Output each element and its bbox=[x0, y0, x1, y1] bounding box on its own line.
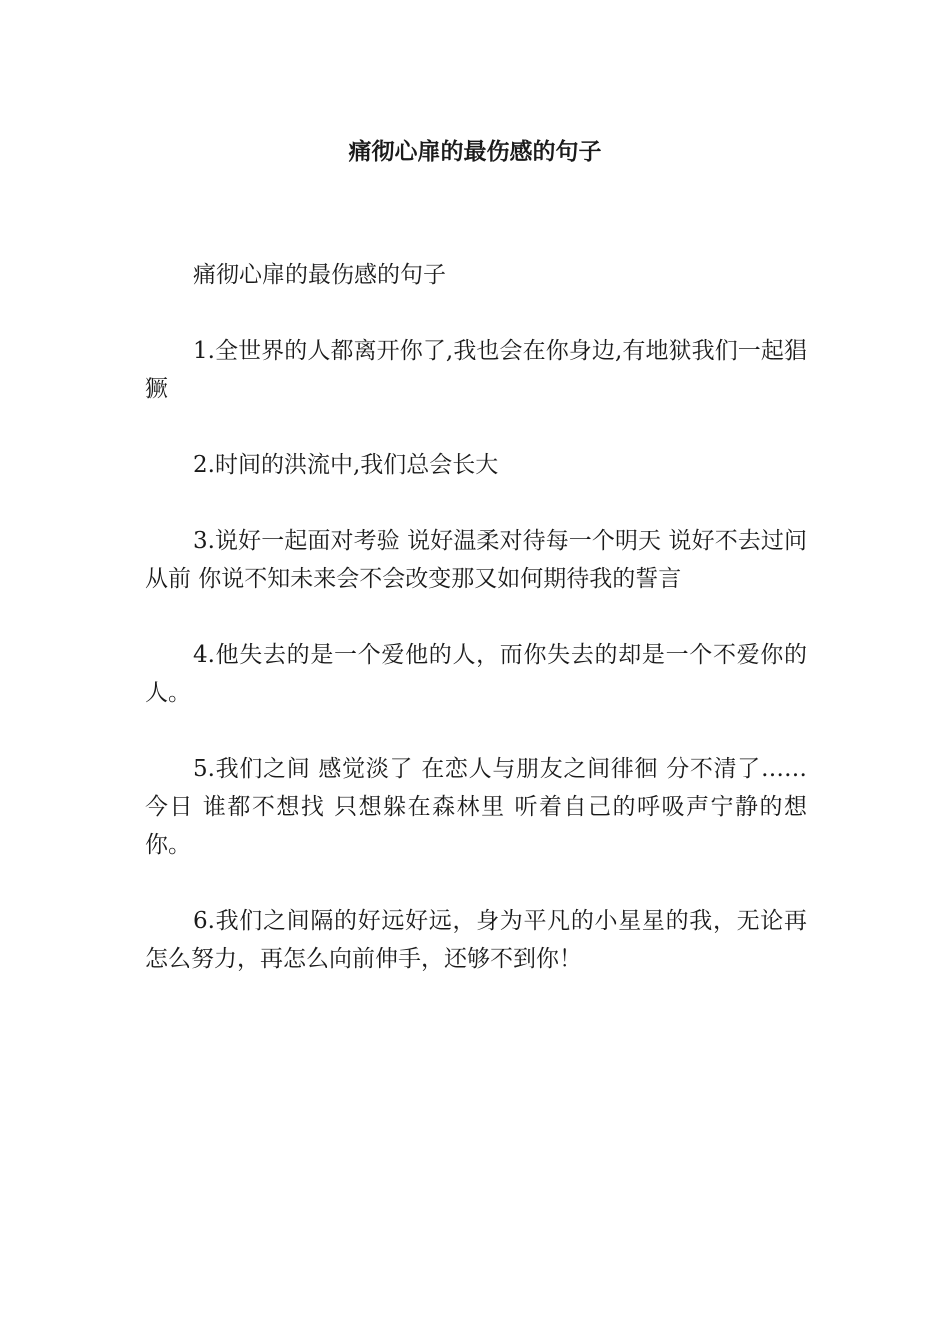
paragraph-item-2: 2.时间的洪流中,我们总会长大 bbox=[193, 452, 499, 478]
paragraph-item-5: 5.我们之间 感觉淡了 在恋人与朋友之间徘徊 分不清了……今日 谁都不想找 只想躲在森林里 听着自己的呼吸声宁静的想你。 bbox=[145, 756, 807, 858]
paragraph-heading: 痛彻心扉的最伤感的句子 bbox=[193, 262, 446, 288]
document-body bbox=[145, 256, 807, 978]
paragraph-item-4: 4.他失去的是一个爱他的人，而你失去的却是一个不爱你的人。 bbox=[145, 642, 807, 706]
paragraph-item-3: 3.说好一起面对考验 说好温柔对待每一个明天 说好不去过问从前 你说不知未来会不会改变那又如何期待我的誓言 bbox=[145, 528, 807, 592]
paragraph-item-6: 6.我们之间隔的好远好远，身为平凡的小星星的我，无论再怎么努力，再怎么向前伸手，还够不到你！ bbox=[145, 908, 807, 972]
document-title: 痛彻心扉的最伤感的句子 bbox=[348, 139, 602, 165]
paragraph-item-1: 1.全世界的人都离开你了,我也会在你身边,有地狱我们一起猖獗 bbox=[145, 338, 807, 402]
